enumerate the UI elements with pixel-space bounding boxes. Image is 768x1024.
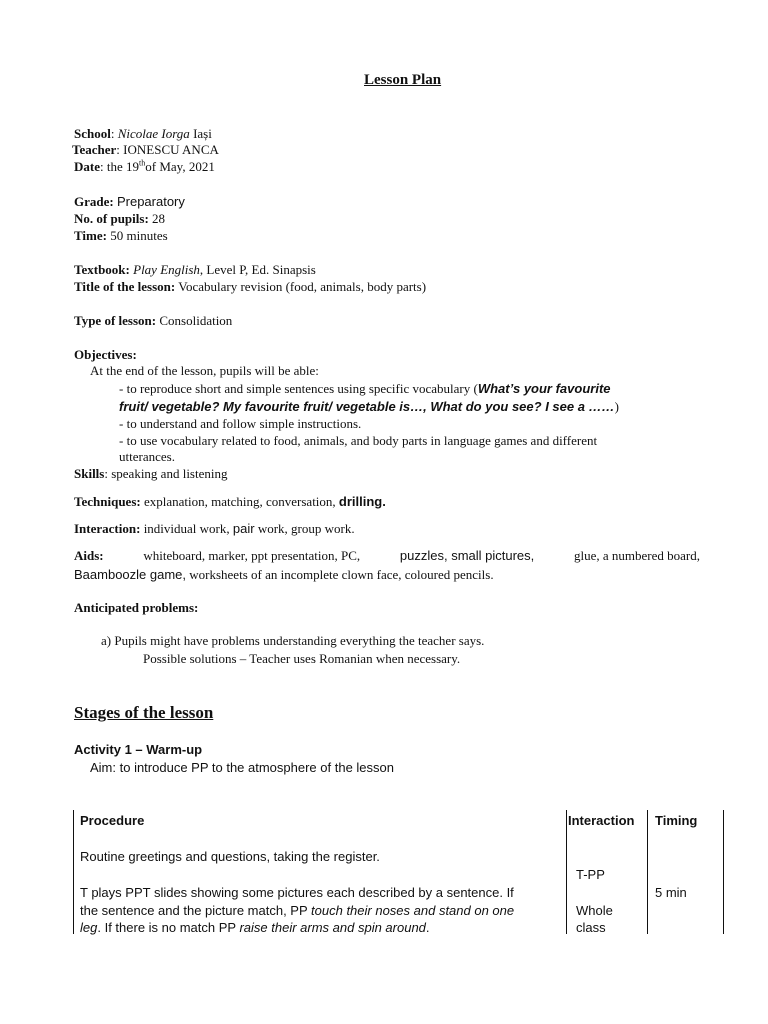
header-interaction xyxy=(568,812,634,829)
objective-1-text: - to reproduce short and simple sentences using specific vocabulary ( xyxy=(119,381,478,396)
interaction-v2: pair xyxy=(232,521,255,536)
lesson-title-line xyxy=(74,278,426,295)
textbook-line xyxy=(74,261,316,278)
teacher-label: Teacher xyxy=(72,142,117,157)
aids-line xyxy=(74,547,700,564)
header-procedure xyxy=(80,812,144,829)
problem-a: a) Pupils might have problems understanding everything the teacher says. xyxy=(101,633,485,648)
techniques-line xyxy=(74,493,386,510)
objectives-label xyxy=(74,346,137,363)
lesson-title-value: Vocabulary revision (food, animals, body parts) xyxy=(178,279,427,294)
objective-1-examples: fruit/ vegetable? My favourite fruit/ vegetable is…, What do you see? I see a …… xyxy=(119,399,615,414)
row2-line2-text: the sentence and the picture match, PP xyxy=(80,903,312,918)
table-border-right xyxy=(723,810,724,934)
pupils-line xyxy=(74,210,165,227)
interaction-v1: individual work, xyxy=(143,521,230,536)
type-value: Consolidation xyxy=(159,313,233,328)
aids-v5: worksheets of an incomplete clown face, coloured pencils. xyxy=(189,567,494,582)
techniques-value: explanation, matching, conversation, xyxy=(143,494,336,509)
table-border-left xyxy=(73,810,74,934)
objectives-intro: At the end of the lesson, pupils will be able: xyxy=(90,363,319,378)
procedure-row-2-line-1: T plays PPT slides showing some pictures each described by a sentence. If xyxy=(80,885,514,900)
activity-aim: Aim: to introduce PP to the atmosphere of the lesson xyxy=(90,760,394,775)
problem-solution: Possible solutions – Teacher uses Romanian when necessary. xyxy=(143,651,461,666)
interaction-value-2: Whole xyxy=(576,903,613,918)
date-post: of May, 2021 xyxy=(145,159,215,174)
objective-1-example: What’s your favourite xyxy=(477,381,611,396)
pupils-value: 28 xyxy=(152,211,166,226)
interaction-value-1: T-PP xyxy=(576,867,605,882)
skills-label: Skills xyxy=(74,466,105,481)
aids-v1: whiteboard, marker, ppt presentation, PC, xyxy=(143,548,361,563)
grade-value: Preparatory xyxy=(116,194,185,209)
aids-line-2 xyxy=(74,566,494,583)
school-label: School xyxy=(74,126,111,141)
school-name: Nicolae Iorga xyxy=(117,126,190,141)
row2-line3-italic-b: raise their arms and spin around xyxy=(239,920,426,935)
aids-label: Aids: xyxy=(74,548,104,563)
school-city: Iași xyxy=(193,126,212,141)
interaction-value-3: class xyxy=(576,920,606,935)
interaction-v3: work, group work. xyxy=(257,521,355,536)
row2-line3-end: . xyxy=(425,920,430,935)
activity-title-text: Activity 1 – Warm-up xyxy=(74,742,203,757)
problems-label-text: Anticipated problems: xyxy=(74,600,199,615)
header-timing-text: Timing xyxy=(655,813,698,828)
time-value: 50 minutes xyxy=(110,228,168,243)
table-divider-1 xyxy=(566,810,567,934)
date-sup: th xyxy=(139,158,146,168)
page-title: Lesson Plan xyxy=(364,72,442,88)
time-line xyxy=(74,227,168,244)
activity-title xyxy=(74,741,202,758)
objective-2: - to understand and follow simple instructions. xyxy=(119,416,362,431)
grade-line xyxy=(74,193,185,210)
aids-v3: glue, a numbered board, xyxy=(574,548,700,563)
procedure-row-2-line-3 xyxy=(80,919,430,936)
row2-line3-italic-a: leg xyxy=(80,920,98,935)
procedure-row-2-line-2 xyxy=(80,902,514,919)
techniques-bold: drilling. xyxy=(338,494,386,509)
grade-label: Grade: xyxy=(74,194,114,209)
skills-value: : speaking and listening xyxy=(104,466,228,481)
objective-1-close: ) xyxy=(614,399,619,414)
date-label: Date xyxy=(74,159,100,174)
objective-3: - to use vocabulary related to food, animals, and body parts in language games and different xyxy=(119,433,598,448)
objectives-label-text: Objectives: xyxy=(74,347,137,362)
objective-1 xyxy=(119,380,611,397)
pupils-label: No. of pupils: xyxy=(74,211,149,226)
interaction-line xyxy=(74,520,355,537)
teacher-value: IONESCU ANCA xyxy=(123,142,219,157)
table-divider-2 xyxy=(647,810,648,934)
textbook-title: Play English xyxy=(133,262,200,277)
lesson-title-label: Title of the lesson: xyxy=(74,279,176,294)
techniques-label: Techniques: xyxy=(74,494,141,509)
type-label: Type of lesson: xyxy=(74,313,157,328)
teacher-line: Teacher: IONESCU ANCA xyxy=(72,142,219,157)
row2-line2-italic: touch their noses and stand on one xyxy=(311,903,515,918)
row2-line3-text: . If there is no match PP xyxy=(97,920,240,935)
stages-heading: Stages of the lesson xyxy=(74,703,214,722)
objective-3-cont: utterances. xyxy=(119,449,175,464)
objective-1-cont xyxy=(119,398,619,415)
problems-label xyxy=(74,599,198,616)
time-label: Time: xyxy=(74,228,107,243)
aids-v4: Baamboozle game, xyxy=(74,567,187,582)
school-line: School: Nicolae Iorga Iași xyxy=(74,126,212,141)
header-procedure-text: Procedure xyxy=(80,813,145,828)
interaction-label: Interaction: xyxy=(74,521,141,536)
skills-line xyxy=(74,465,227,482)
textbook-label: Textbook: xyxy=(74,262,130,277)
header-timing xyxy=(655,812,697,829)
procedure-row-1: Routine greetings and questions, taking the register. xyxy=(80,849,380,864)
date-line: Date: the 19thof May, 2021 xyxy=(74,158,215,174)
date-pre: the 19 xyxy=(106,159,140,174)
header-interaction-text: Interaction xyxy=(568,813,635,828)
aids-v2: puzzles, small pictures, xyxy=(399,548,535,563)
type-line xyxy=(74,312,232,329)
timing-value: 5 min xyxy=(655,885,687,900)
textbook-rest: , Level P, Ed. Sinapsis xyxy=(199,262,316,277)
